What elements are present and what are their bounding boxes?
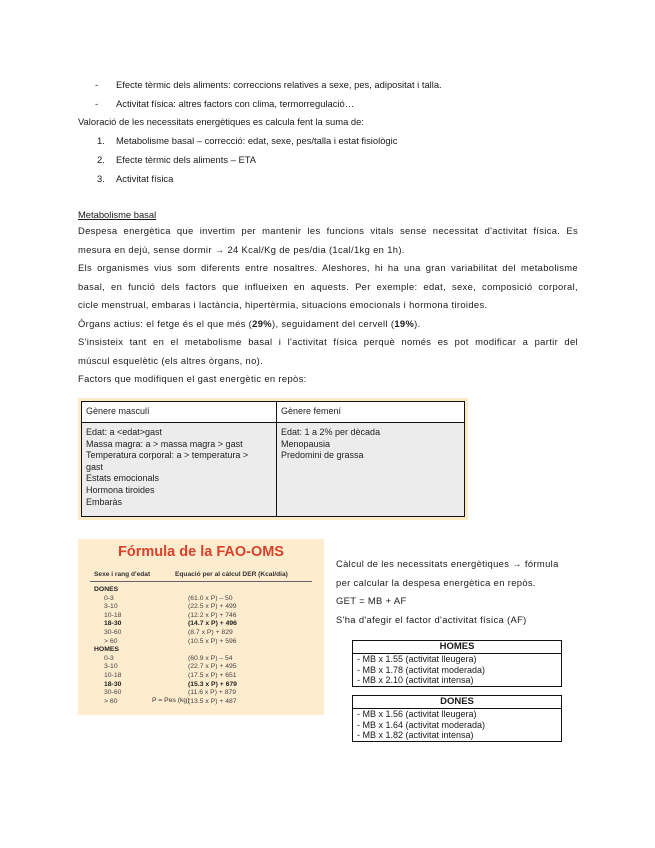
dones-row: - MB x 1.82 (activitat intensa)	[357, 730, 474, 741]
fao-age-range: 18-30	[104, 620, 122, 628]
dones-row: - MB x 1.56 (activitat lleugera)	[357, 709, 477, 719]
fao-age-range: 3-10	[104, 603, 118, 611]
body-text	[78, 222, 578, 389]
homes-row: - MB x 1.78 (activitat moderada)	[357, 664, 486, 675]
female-factors	[281, 427, 380, 462]
paragraph-3	[78, 315, 578, 334]
numbered-text: Metabolisme basal – correcció: edat, sexe, pes/talla i estat fisiològic	[116, 135, 398, 146]
intro-bullet-2	[95, 97, 442, 116]
intro-bullet-list	[95, 78, 442, 116]
fao-group-label: DONES	[94, 586, 119, 593]
fao-age-range: 10-18	[104, 671, 122, 679]
factors-table	[78, 398, 468, 520]
fao-equation	[188, 646, 237, 655]
fao-title: Fórmula de la FAO-OMS	[118, 544, 284, 560]
fao-equation: (17.5 x P) + 651	[188, 671, 237, 679]
numbered-list	[97, 134, 397, 191]
paragraph-2-line-2: basal, en funció dels factors que influeixen en aquests. Per exemple: edat, sexe, composició corporal,	[78, 280, 578, 292]
factors-table-divider	[276, 402, 277, 516]
fao-oms-formula-image	[78, 539, 324, 715]
fao-age-range: 30-60	[104, 689, 122, 697]
brain-percent: 19%	[394, 317, 415, 329]
male-factor: Hormona tiroides	[86, 484, 155, 495]
paragraph-3-mid: ), seguidament del cervell (	[271, 317, 395, 329]
side-text-line-2: per calcular la despesa energètica en repòs.	[336, 576, 536, 588]
paragraph-4-line-1: S'insisteix tant en el metabolisme basal i l'activitat física perquè només es pot modificar a partir del	[78, 336, 578, 347]
fao-age-range: 18-30	[104, 680, 122, 688]
fao-equation: (22.5 x P) + 499	[188, 603, 237, 611]
paragraph-2-line-1: Els organismes vius som diferents entre nosaltres. Aleshores, hi ha una gran variabilitat del metabolisme	[78, 262, 578, 273]
header-male: Gènere masculí	[86, 406, 150, 416]
male-factor: Massa magra: a > massa magra > gast	[86, 438, 243, 449]
male-factor: Temperatura corporal: a > temperatura >	[86, 450, 249, 461]
numbered-item-3	[97, 172, 397, 191]
fao-group-label: HOMES	[94, 646, 119, 654]
fao-col2-header: Equació per al càlcul DER (Kcal/dia)	[175, 571, 288, 578]
paragraph-3-suffix: ).	[414, 317, 421, 329]
intro-bullet-1	[95, 78, 442, 97]
homes-activity-table	[352, 640, 562, 687]
fao-equation: (60.9 x P) – 54	[188, 654, 233, 662]
fao-age-column	[94, 586, 121, 706]
male-factors	[86, 427, 248, 508]
numbered-text: Efecte tèrmic dels aliments – ETA	[116, 154, 256, 165]
factors-table-frame	[81, 401, 465, 517]
numbered-item-2	[97, 153, 397, 172]
side-text-line-1: Càlcul de les necessitats energètiques → fórmula	[336, 558, 559, 569]
homes-row: - MB x 2.10 (activitat intensa)	[357, 675, 474, 686]
male-factor: gast	[86, 461, 104, 472]
fao-header-rule	[90, 581, 312, 582]
fao-age-range: 30-60	[104, 628, 122, 636]
bullet-marker: -	[95, 79, 99, 90]
dones-row: - MB x 1.64 (activitat moderada)	[357, 719, 486, 730]
fao-equation-column	[188, 586, 237, 706]
bullet-text: Efecte tèrmic dels aliments: correccions relatives a sexe, pes, adipositat i talla.	[116, 79, 442, 90]
paragraph-3-prefix: Òrgans actius: el fetge és el que més (	[78, 317, 253, 329]
fao-age-range: > 60	[104, 697, 118, 705]
fao-equation: (10.5 x P) + 596	[188, 637, 237, 645]
dones-table-title: DONES	[353, 696, 561, 709]
fao-equation: (61.0 x P) – 50	[188, 594, 233, 602]
bullet-text: Activitat física: altres factors con clima, termorregulació…	[116, 98, 355, 109]
fao-equation: (14.7 x P) + 496	[188, 620, 237, 628]
dones-activity-table	[352, 695, 562, 742]
fao-col1-header: Sexe i rang d'edat	[94, 571, 151, 578]
bullet-marker: -	[95, 98, 99, 109]
fao-equation: (22.7 x P) + 495	[188, 663, 237, 671]
male-factor: Edat: a <edat>gast	[86, 427, 163, 437]
fao-equation	[188, 586, 237, 595]
fao-age-range: 0-3	[104, 654, 114, 662]
liver-percent: 29%	[252, 317, 272, 329]
numbered-marker: 3.	[97, 173, 105, 184]
fao-equation: (12.2 x P) + 746	[188, 611, 237, 619]
fao-age-range: 10-18	[104, 611, 122, 619]
side-text	[336, 555, 576, 629]
paragraph-1-line-1: Despesa energètica que invertim per mantenir les funcions vitals sense necessitat d'activitat física. Es	[78, 225, 578, 236]
header-female: Gènere femení	[281, 406, 342, 416]
numbered-text: Activitat física	[116, 173, 174, 184]
numbered-marker: 1.	[97, 135, 105, 146]
female-factor: Predomini de grassa	[281, 450, 364, 461]
paragraph-1-line-2: mesura en dejú, sense dormir → 24 Kcal/Kg de pes/dia (1cal/1kg en 1h).	[78, 243, 405, 255]
fao-age-range: > 60	[104, 637, 118, 645]
side-text-line-3: GET = MB + AF	[336, 595, 407, 606]
paragraph-5: Factors que modifiquen el gast energètic en repòs:	[78, 373, 307, 384]
female-factor: Menopausia	[281, 438, 331, 449]
paragraph-4-line-2: múscul esquelètic (els altres òrgans, no).	[78, 354, 264, 366]
female-factor: Edat: 1 a 2% per dècada	[281, 427, 381, 437]
fao-equation: (15.3 x P) + 679	[188, 680, 237, 688]
section-title: Metabolisme basal	[78, 209, 157, 220]
numbered-marker: 2.	[97, 154, 105, 165]
fao-age-range: 0-3	[104, 594, 114, 602]
homes-table-title: HOMES	[353, 641, 561, 654]
homes-row: - MB x 1.55 (activitat lleugera)	[357, 654, 477, 664]
male-factor: Embaràs	[86, 496, 123, 507]
fao-equation: (8.7 x P) + 829	[188, 628, 233, 636]
fao-equation: (11.6 x P) + 879	[188, 689, 237, 697]
male-factor: Estats emocionals	[86, 473, 160, 484]
numbered-item-1	[97, 134, 397, 153]
fao-age-range: 3-10	[104, 663, 118, 671]
side-text-line-4: S'ha d'afegir el factor d'activitat física (AF)	[336, 613, 527, 625]
fao-footnote: P = Pes (kg)	[152, 697, 190, 704]
fao-equation: (13.5 x P) + 487	[188, 697, 237, 705]
paragraph-2-line-3: cicle menstrual, embaras i lactància, hipertèrmia, situacions emocionals i hormona tiroides.	[78, 299, 488, 310]
valoracio-text: Valoració de les necessitats energètiques es calcula fent la suma de:	[78, 116, 364, 127]
